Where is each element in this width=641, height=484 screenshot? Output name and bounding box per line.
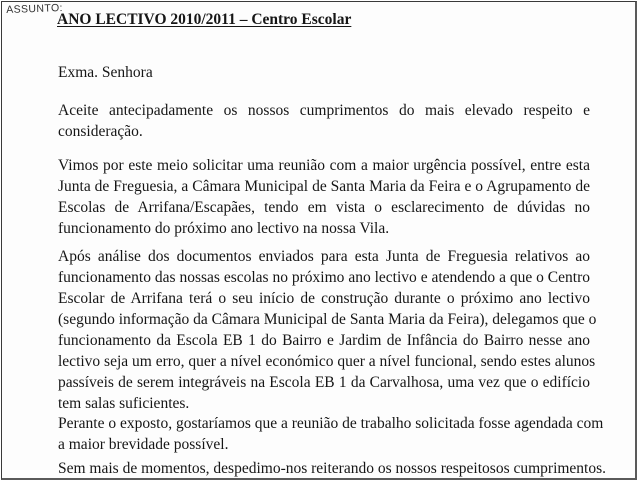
salutation: Exma. Senhora bbox=[58, 64, 153, 81]
text-line: a maior brevidade possível. bbox=[58, 436, 229, 453]
text-line: consideração. bbox=[58, 123, 143, 140]
text-line: Escolar de Arrifana terá o seu início de construção durante o próximo ano lectivo bbox=[58, 290, 590, 307]
text-line: Perante o exposto, gostaríamos que a reunião de trabalho solicitada fosse agendada com bbox=[58, 415, 604, 432]
text-line: (segundo informação da Câmara Municipal de Santa Maria da Feira), delegamos que o bbox=[58, 311, 597, 328]
paragraph-closing bbox=[58, 458, 607, 479]
text-line: funcionamento da Escola EB 1 do Bairro e Jardim de Infância do Bairro nesse ano bbox=[58, 332, 590, 349]
paragraph-request bbox=[58, 155, 590, 239]
assunto-label: ASSUNTO: bbox=[6, 2, 64, 16]
text-line: lectivo seja um erro, quer a nível económico quer a nível funcional, sendo estes alunos bbox=[58, 353, 596, 370]
paragraph-greeting bbox=[58, 100, 590, 142]
text-line: funcionamento das nossas escolas no próximo ano lectivo e atendendo a que o Centro bbox=[58, 269, 590, 286]
text-line: tem salas suficientes. bbox=[58, 395, 190, 412]
text-line: Aceite antecipadamente os nossos cumprimentos do mais elevado respeito e bbox=[58, 102, 590, 119]
text-line: Escolas de Arrifana/Escapães, tendo em vista o esclarecimento de dúvidas no bbox=[58, 199, 590, 216]
text-line: Vimos por este meio solicitar uma reunião com a maior urgência possível, entre esta bbox=[58, 157, 590, 174]
text-line: Junta de Freguesia, a Câmara Municipal de Santa Maria da Feira e o Agrupamento de bbox=[58, 178, 590, 195]
scanned-letter-page bbox=[1, 1, 637, 480]
letter-subject: ANO LECTIVO 2010/2011 – Centro Escolar bbox=[57, 11, 352, 28]
text-line: Sem mais de momentos, despedimo-nos reiterando os nossos respeitosos cumprimentos. bbox=[58, 460, 607, 477]
paragraph-analysis bbox=[58, 246, 597, 414]
paragraph-request-meeting bbox=[58, 413, 604, 455]
text-line: passíveis de serem integráveis na Escola EB 1 da Carvalhosa, uma vez que o edifício bbox=[58, 374, 590, 391]
text-line: funcionamento do próximo ano lectivo na nossa Vila. bbox=[58, 220, 390, 237]
text-line: Após análise dos documentos enviados para esta Junta de Freguesia relativos ao bbox=[58, 248, 590, 265]
